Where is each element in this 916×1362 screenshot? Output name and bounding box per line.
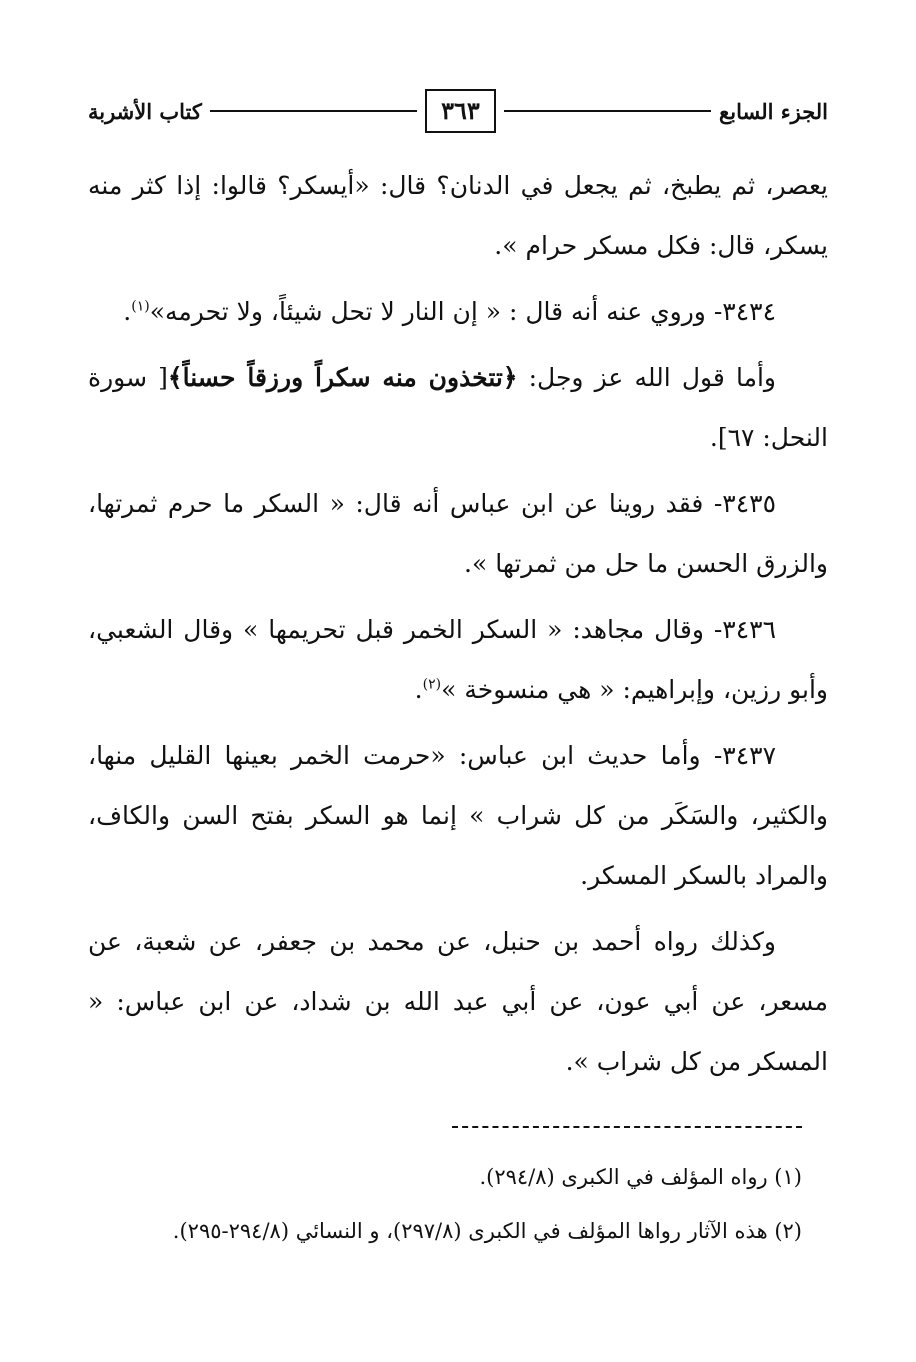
footnote-ref[interactable]: (٢) [422,676,442,693]
paragraph: يعصر، ثم يطبخ، ثم يجعل في الدنان؟ قال: «أيسكر؟ قالوا: إذا كثر منه يسكر، قال: فكل مسكر حرام ». [88,171,828,260]
paragraph: ٣٤٣٦- وقال مجاهد: « السكر الخمر قبل تحريمها » وقال الشعبي، وأبو رزين، وإبراهيم: « هي منسوخة »$^{(٢)}$. [88,615,828,704]
footnote-separator [452,1126,802,1128]
page-body [88,156,828,1098]
header-rule [504,110,711,112]
page-number: ٣٦٣ [425,89,496,133]
page-header [88,88,828,134]
paragraph: ٣٤٣٥- فقد روينا عن ابن عباس أنه قال: « السكر ما حرم ثمرتها، والزرق الحسن ما حل من ثمرتها ». [88,489,828,578]
header-rule [210,110,417,112]
footnotes [88,1150,802,1258]
part-title: الجزء السابع [719,98,828,124]
paragraph: ٣٤٣٧- وأما حديث ابن عباس: «حرمت الخمر بعينها القليل منها، والكثير، والسَكَر من كل شراب » إنما هو السكر بفتح السن والكاف، والمراد بالسكر المسكر. [88,741,828,890]
footnote: (١) رواه المؤلف في الكبرى (٢٩٤/٨). [479,1165,802,1189]
quran-verse: ﴿تتخذون منه سكراً ورزقاً حسناً﴾ [167,363,518,392]
paragraph: وأما قول الله عز وجل: ﴿تتخذون منه سكراً ورزقاً حسناً﴾[ سورة النحل: ٦٧]. [88,363,828,452]
paragraph: ٣٤٣٤- وروي عنه أنه قال : « إن النار لا تحل شيئاً، ولا تحرمه»$^{(١)}$. [123,297,776,326]
footnote-ref[interactable]: (١) [131,298,150,315]
paragraph: وكذلك رواه أحمد بن حنبل، عن محمد بن جعفر، عن شعبة، عن مسعر، عن أبي عون، عن أبي عبد الله بن شداد، عن ابن عباس: « المسكر من كل شراب ». [88,927,828,1076]
book-title: كتاب الأشربة [87,98,202,124]
footnote: (٢) هذه الآثار رواها المؤلف في الكبرى (٢٩٧/٨)، و النسائي (٢٩٤/٨-٢٩٥). [172,1219,802,1243]
